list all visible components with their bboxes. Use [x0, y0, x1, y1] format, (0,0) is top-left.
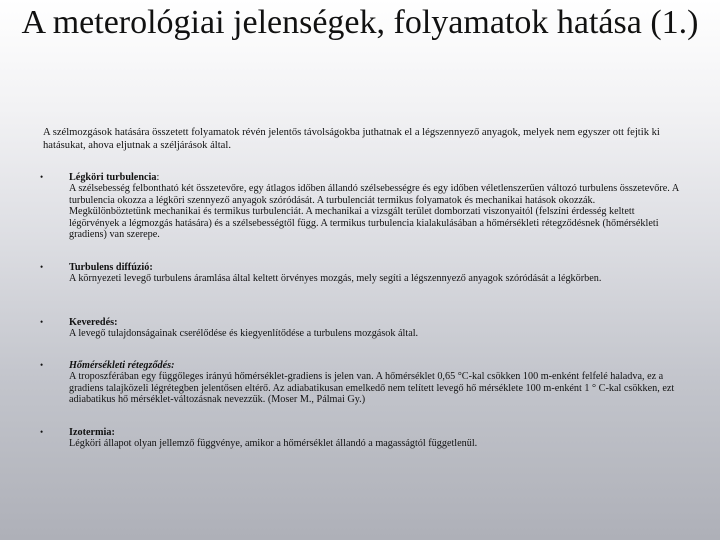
bullet-icon: •: [40, 427, 44, 437]
term-description: A szélsebesség felbontható két összetevőre, egy átlagos időben állandó szélsebességre és egy időben véletlenszerűen változó turbulens összetevőre. A turbulencia okozza a légköri szennyező anyagok szóródását. A turbulenciát termikus folyamatok és mechanikai hatások okozzák. Megkülönböztetünk mechanikai és termikus turbulenciát. A mechanikai a vizsgált terület domborzati viszonyaitól (felszíni érdesség keltett légörvények a légmozgás hatására) és a szélsebességtől függ. A termikus turbulencia kialakulásában a hőmérsékleti rétegződésnek (hőmérsékleti gradiens) van szerepe.: [69, 183, 679, 241]
term-label: Izotermia:: [69, 427, 115, 438]
bullet-icon: •: [40, 317, 44, 327]
term-description: A környezeti levegő turbulens áramlása által keltett örvényes mozgás, mely segíti a légszennyező anyagok szóródását a légkörben.: [69, 273, 602, 285]
term-description: A levegő tulajdonságainak cserélődése és kiegyenlítődése a turbulens mozgások által.: [69, 328, 419, 340]
bullet-icon: •: [40, 172, 44, 182]
term-description: Légköri állapot olyan jellemző függvénye, amikor a hőmérséklet állandó a magasságtól függetlenül.: [69, 438, 478, 450]
intro-paragraph: A szélmozgások hatására összetett folyamatok révén jelentős távolságokba juthatnak el a légszennyező anyagok, melyek nem egyszer ott fejtik ki hatásukat, ahova eljutnak a széljárások által.: [43, 127, 660, 152]
term-label: Turbulens diffúzió:: [69, 262, 153, 273]
term-label: Keveredés:: [69, 317, 118, 328]
term-label: Légköri turbulencia:: [69, 172, 160, 183]
slide-title: A meterológiai jelenségek, folyamatok hatása (1.): [21, 4, 699, 41]
term-description: A troposzférában egy függőleges irányú hőmérséklet-gradiens is jelen van. A hőmérséklet 0,65 °C-kal csökken 100 m-enként felfelé haladva, ez a gradiens talajközeli légrétegben jelentősen eltérő. Az adiabatikusan emelkedő nem telített levegő hő mérséklete 100 m-enként 1 ° C-kal csökken, ezt adiabatikus hő mérséklet-változásnak nevezzük. (Moser M., Pálmai Gy.): [69, 371, 675, 406]
term-label: Hőmérsékleti rétegződés:: [69, 360, 175, 371]
bullet-icon: •: [40, 262, 44, 272]
bullet-icon: •: [40, 360, 44, 370]
